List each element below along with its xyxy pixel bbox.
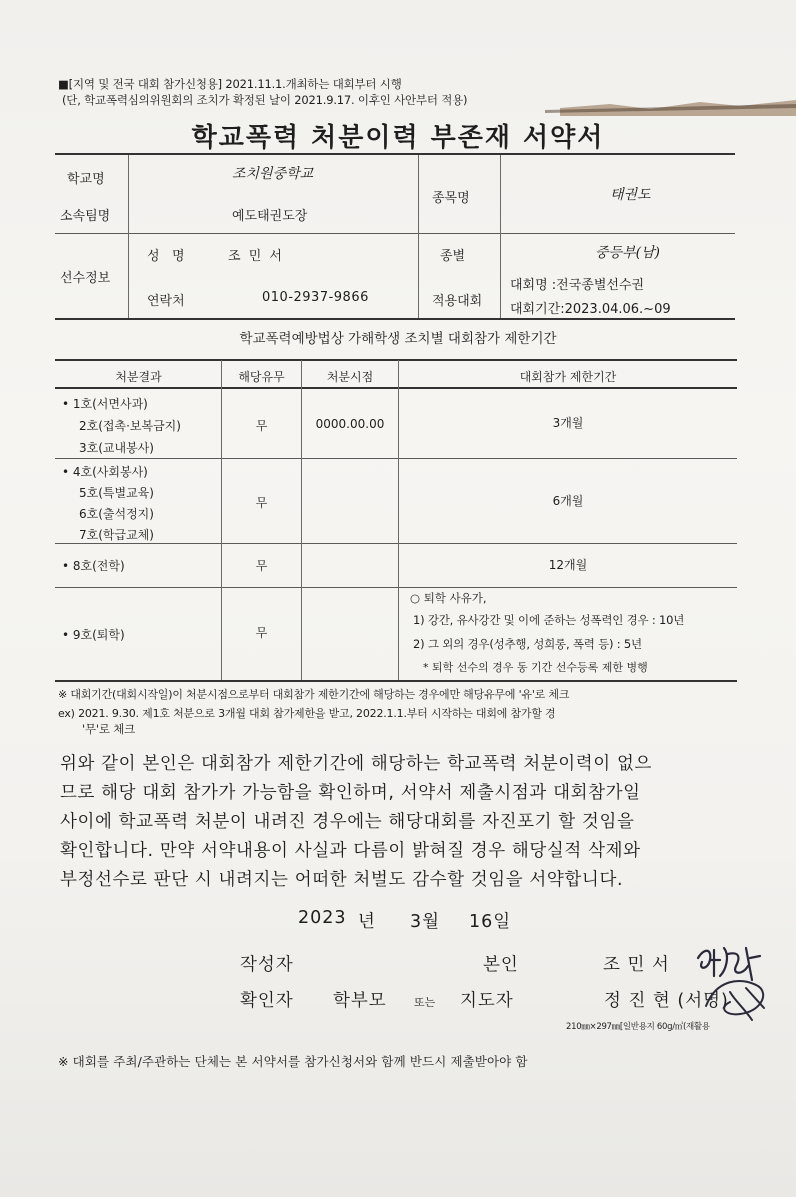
- table-row-1-date: 0000.00.00: [315, 417, 385, 431]
- pledge-line-2: 므로 해당 대회 참가가 가능함을 확인하며, 서약서 제출시점과 대회참가일: [60, 783, 641, 803]
- paper-spec: 210㎜×297㎜[일반용지 60g/㎡(재활용: [566, 1022, 710, 1032]
- confirm-or: 또는: [414, 996, 436, 1009]
- table-row-4-limit-line-1: ○ 퇴학 사유가,: [410, 591, 487, 605]
- header-line-1: ■[지역 및 전국 대회 참가신청용] 2021.11.1.개최하는 대회부터 시행: [58, 77, 402, 91]
- date-year-unit: 년: [358, 912, 376, 932]
- section-title: 학교폭력예방법상 가해학생 조치별 대회참가 제한기간: [239, 331, 557, 347]
- category-label: 종별: [440, 249, 466, 264]
- info-col-divider-2: [418, 155, 419, 318]
- confirm-label: 확인자: [240, 991, 294, 1011]
- page-title: 학교폭력 처분이력 부존재 서약서: [191, 123, 605, 153]
- writer-role: 본인: [483, 955, 519, 975]
- table-row-4-item-1: • 9호(퇴학): [62, 628, 125, 642]
- note-line-2: ex) 2021. 9.30. 제1호 처분으로 3개월 대회 참가제한을 받고, 2022.1.1.부터 시작하는 대회에 참가할 경: [58, 707, 556, 720]
- event-value: 태권도: [610, 187, 651, 203]
- table-row-1-item-3: 3호(교내봉사): [79, 441, 154, 455]
- info-col-divider-1: [128, 155, 129, 318]
- team-label: 소속팀명: [60, 209, 111, 224]
- table-row-2-item-3: 6호(출석정지): [79, 507, 154, 521]
- date-day: 16일: [469, 912, 512, 932]
- note-line-1: ※ 대회기간(대회시작일)이 처분시점으로부터 대회참가 제한기간에 해당하는 경우에만 해당유무에 '유'로 체크: [58, 688, 570, 701]
- table-row-2-applicable: 무: [255, 496, 268, 510]
- date-month: 3월: [410, 912, 441, 932]
- confirm-name: 정 진 현 (서명): [604, 991, 729, 1011]
- table-row-1-limit: 3개월: [552, 416, 584, 430]
- date-year: 2023: [298, 908, 347, 928]
- table-row-2-item-1: • 4호(사회봉사): [62, 465, 148, 479]
- table-row-divider-1: [55, 458, 737, 459]
- competition-period: 대회기간:2023.04.06.~09: [510, 302, 671, 317]
- info-top-border: [55, 153, 735, 155]
- table-row-1-item-1: • 1호(서면사과): [62, 397, 148, 411]
- table-row-3-applicable: 무: [255, 559, 268, 573]
- pledge-line-5: 부정선수로 판단 시 내려지는 어떠한 처벌도 감수할 것임을 서약합니다.: [60, 870, 624, 890]
- confirm-role-parent: 학부모: [333, 991, 387, 1011]
- name-value: 조 민 서: [228, 249, 284, 264]
- info-divider-1: [55, 233, 735, 234]
- table-row-4-applicable: 무: [255, 626, 268, 640]
- school-label: 학교명: [67, 172, 105, 187]
- pledge-line-1: 위와 같이 본인은 대회참가 제한기간에 해당하는 학교폭력 처분이력이 없으: [60, 754, 652, 774]
- table-bottom-border: [55, 680, 737, 682]
- table-row-2-limit: 6개월: [552, 494, 584, 508]
- confirm-role-coach: 지도자: [460, 991, 514, 1011]
- confirm-signature-icon: [700, 972, 780, 1024]
- pledge-line-4: 확인합니다. 만약 서약내용이 사실과 다름이 밝혀질 경우 해당실적 삭제와: [60, 841, 641, 861]
- contact-label: 연락처: [147, 294, 185, 309]
- apply-competition-label: 적용대회: [432, 294, 483, 309]
- category-value: 중등부(남): [595, 245, 661, 261]
- table-row-4-limit-line-4: * 퇴학 선수의 경우 동 기간 선수등록 제한 병행: [423, 661, 648, 674]
- school-value: 조치원중학교: [232, 166, 314, 182]
- writer-name: 조 민 서: [603, 955, 670, 975]
- competition-name: 대회명 :전국종별선수권: [510, 278, 645, 293]
- table-row-3-item-1: • 8호(전학): [62, 559, 125, 573]
- contact-value: 010-2937-9866: [262, 290, 369, 305]
- table-header-date: 처분시점: [326, 370, 374, 384]
- table-row-2-item-2: 5호(특별교육): [79, 486, 154, 500]
- info-col-divider-3: [500, 155, 501, 318]
- table-row-1-applicable: 무: [255, 419, 268, 433]
- table-row-2-item-4: 7호(학급교체): [79, 528, 154, 542]
- event-label: 종목명: [432, 191, 470, 206]
- note-line-3: '무'로 체크: [82, 722, 136, 736]
- table-col-divider-2: [301, 360, 302, 680]
- writer-label: 작성자: [240, 955, 294, 975]
- footer-note: ※ 대회를 주최/주관하는 단체는 본 서약서를 참가신청서와 함께 반드시 제출받아야 함: [58, 1054, 528, 1069]
- pledge-paragraph: [60, 750, 796, 895]
- table-header-border: [55, 387, 737, 389]
- player-info-label: 선수정보: [60, 271, 111, 286]
- table-row-4-limit-line-2: 1) 강간, 유사강간 및 이에 준하는 성폭력인 경우 : 10년: [413, 613, 685, 627]
- table-row-1-item-2: 2호(접촉·보복금지): [79, 419, 181, 433]
- pledge-line-3: 사이에 학교폭력 처분이 내려진 경우에는 해당대회를 자진포기 할 것임을: [60, 812, 635, 832]
- table-row-divider-3: [55, 587, 737, 588]
- table-row-3-limit: 12개월: [548, 558, 588, 572]
- table-col-divider-3: [398, 360, 399, 680]
- table-header-applicable: 해당유무: [238, 370, 285, 384]
- table-row-divider-2: [55, 543, 737, 544]
- info-bottom-border: [55, 318, 735, 320]
- table-top-border: [55, 359, 737, 361]
- team-value: 예도태권도장: [232, 209, 308, 224]
- table-header-limit: 대회참가 제한기간: [519, 370, 617, 384]
- table-row-4-limit-line-3: 2) 그 외의 경우(성추행, 성희롱, 폭력 등) : 5년: [413, 637, 642, 651]
- table-header-result: 처분결과: [115, 370, 162, 384]
- header-line-2: (단, 학교폭력심의위원회의 조치가 확정된 날이 2021.9.17. 이후인 사안부터 적용): [62, 93, 468, 107]
- name-label: 성 명: [147, 249, 185, 264]
